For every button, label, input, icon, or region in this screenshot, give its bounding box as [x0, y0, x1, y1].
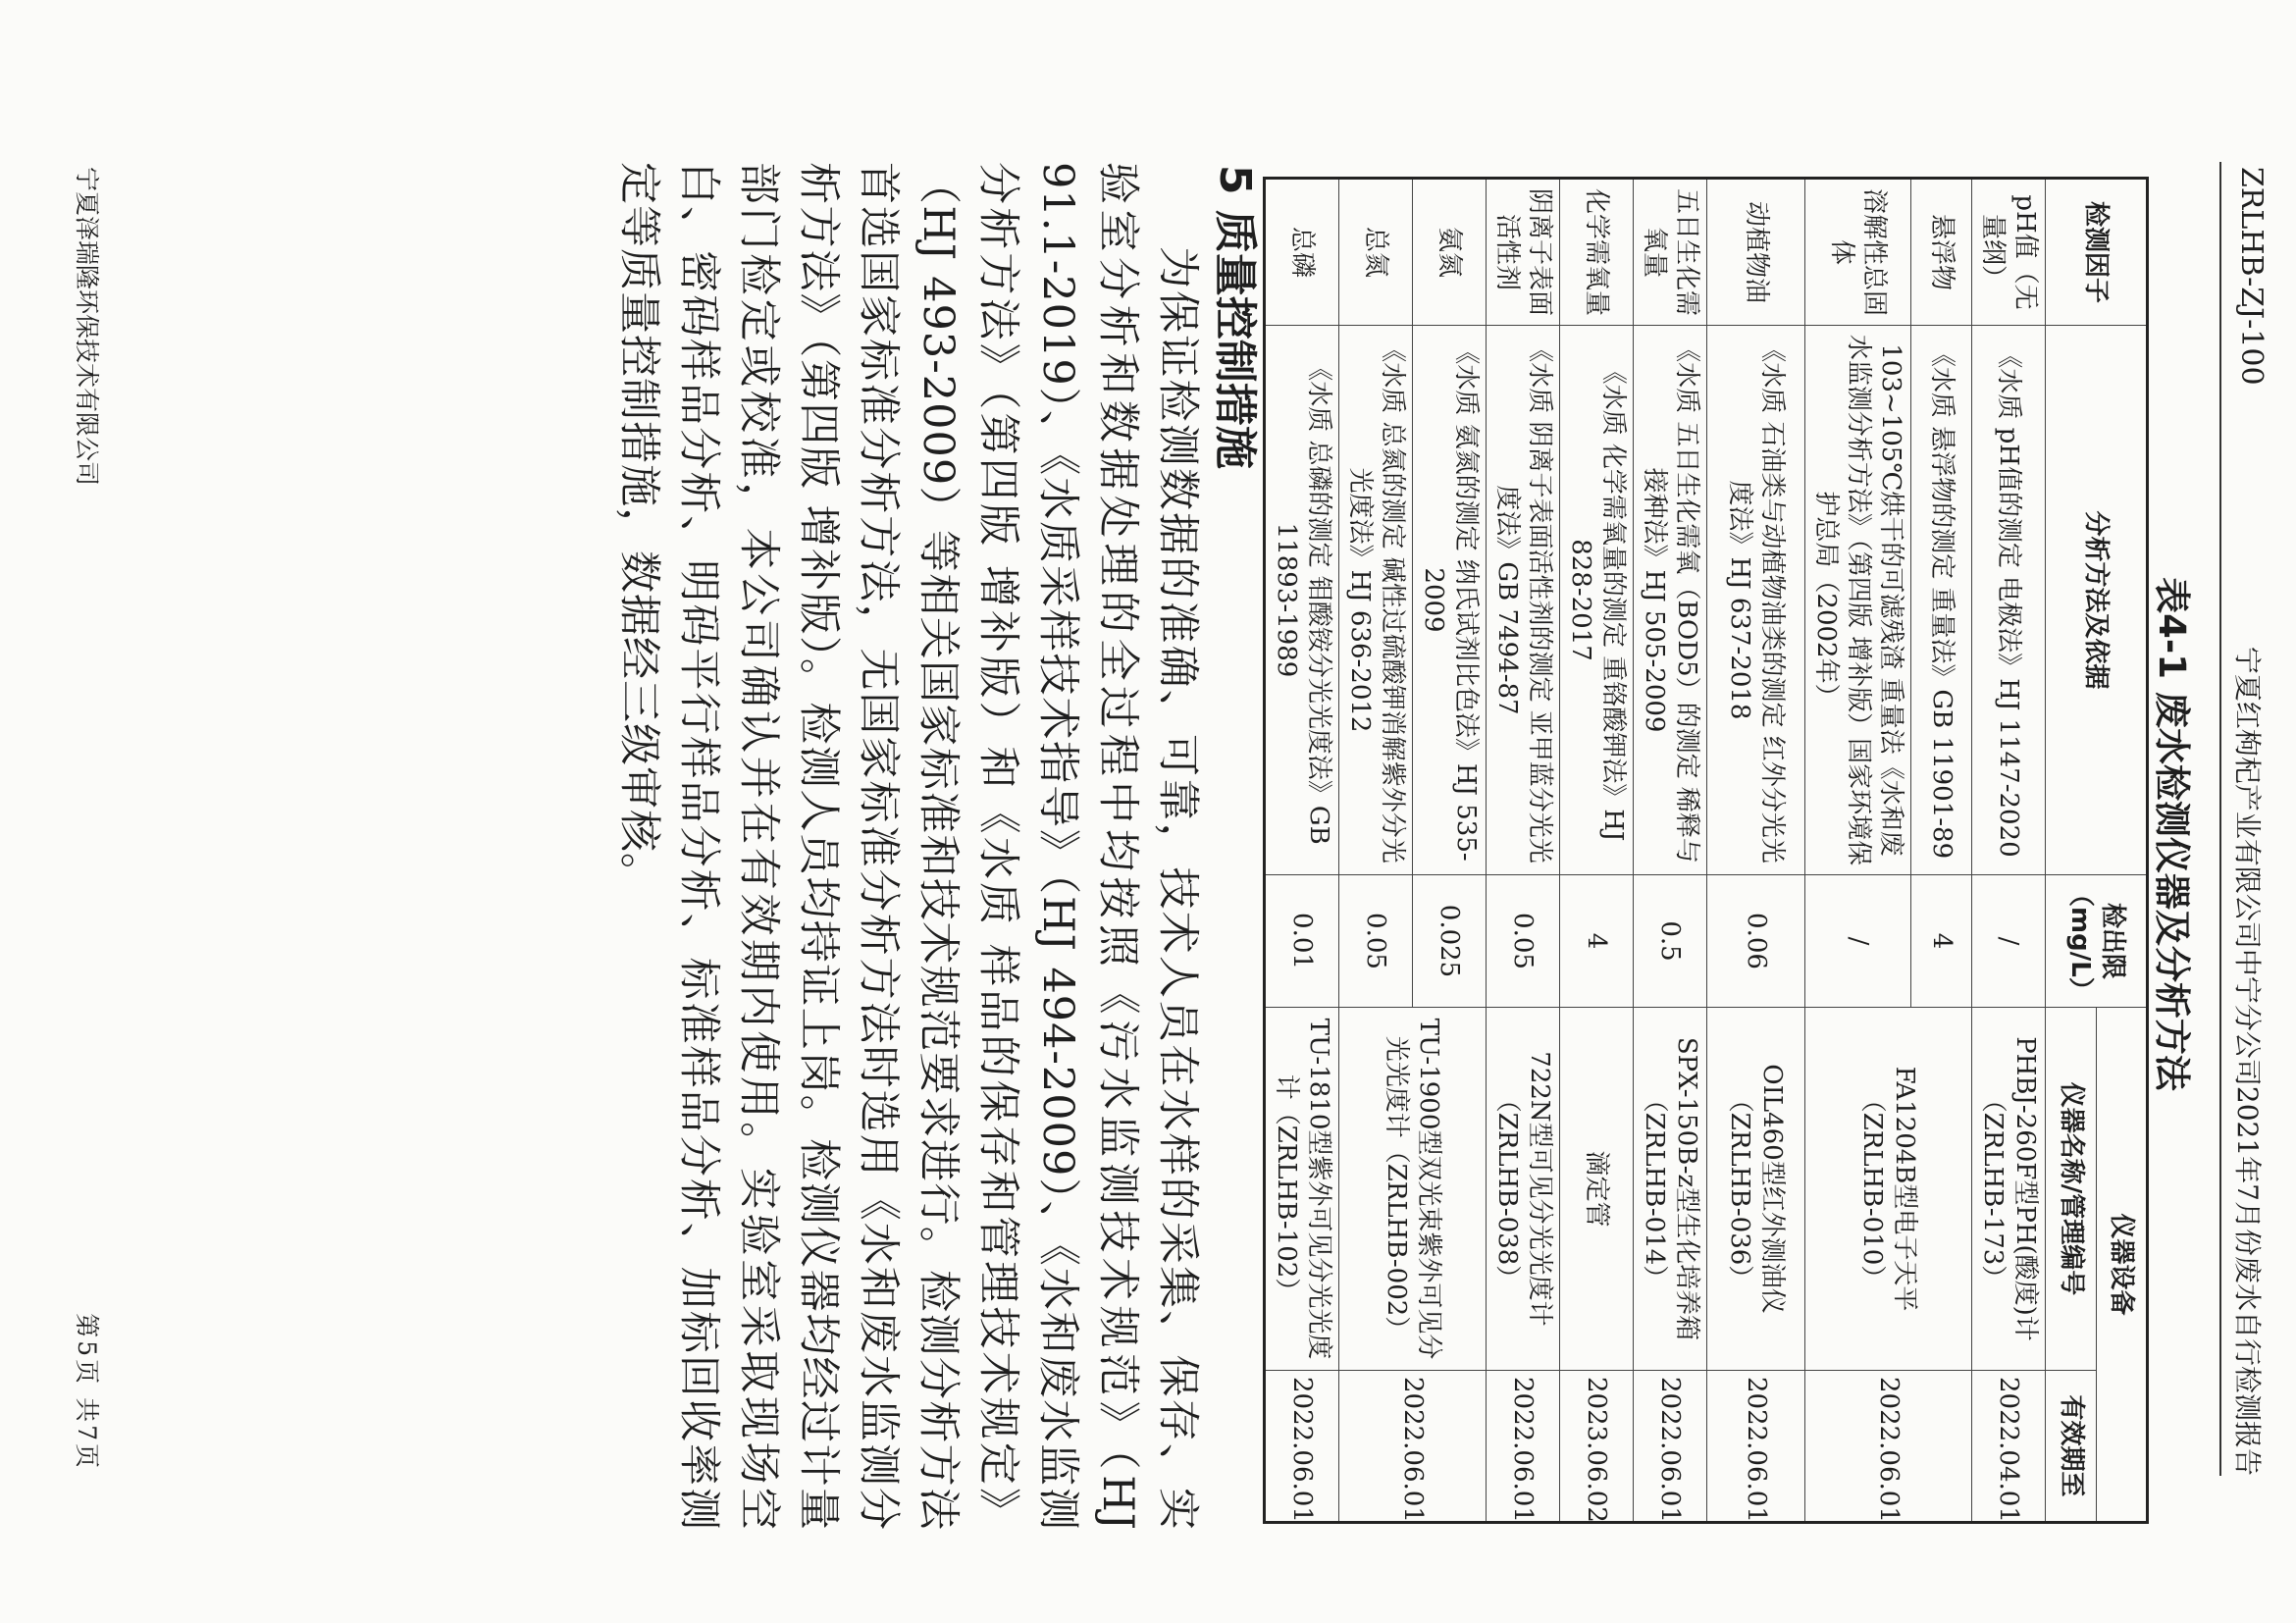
table-header-row	[2097, 179, 2148, 1523]
cell-limit: 0.05	[1339, 875, 1413, 1008]
cell-valid: 2022.06.01	[1265, 1371, 1339, 1523]
header-valid: 有效期至	[2046, 1371, 2097, 1523]
cell-factor: 溶解性总固体	[1805, 179, 1911, 326]
table-row	[1487, 179, 1560, 1523]
cell-instrument: 722N型可见分光光度计（ZRLHB-038）	[1487, 1008, 1560, 1371]
table-row	[1707, 179, 1805, 1523]
cell-factor: 悬浮物	[1911, 179, 1972, 326]
cell-valid: 2022.06.01	[1634, 1371, 1707, 1523]
header-instrument: 仪器名称/管理编号	[2046, 1008, 2097, 1371]
cell-method: 《水质 五日生化需氧（BOD5）的测定 稀释与接种法》HJ 505-2009	[1634, 326, 1707, 875]
cell-factor: pH值（无量纲）	[1972, 179, 2046, 326]
table-row	[1560, 179, 1634, 1523]
cell-factor: 总磷	[1265, 179, 1339, 326]
cell-method: 《水质 总磷的测定 钼酸铵分光光度法》GB 11893-1989	[1265, 326, 1339, 875]
cell-limit: /	[1805, 875, 1911, 1008]
cell-method: 103~105℃烘干的可滤残渣 重量法《水和废水监测分析方法》（第四版 增补版）国家环境保护总局（2002年）	[1805, 326, 1911, 875]
table-row	[1972, 179, 2046, 1523]
section-body	[608, 162, 1207, 1531]
section-title: 5 质量控制措施	[1210, 165, 1260, 469]
cell-limit: /	[1972, 875, 2046, 1008]
cell-limit: 0.06	[1707, 875, 1805, 1008]
cell-method: 《水质 悬浮物的测定 重量法》GB 11901-89	[1911, 326, 1972, 875]
page-number: 第5页 共7页	[73, 1313, 101, 1471]
cell-valid: 2022.06.01	[1487, 1371, 1560, 1523]
header-factor: 检测因子	[2046, 179, 2148, 326]
cell-valid: 2023.06.02	[1560, 1371, 1634, 1523]
cell-limit: 4	[1560, 875, 1634, 1008]
table-row	[1634, 179, 1707, 1523]
cell-valid: 2022.06.01	[1805, 1371, 1972, 1523]
cell-limit: 0.025	[1413, 875, 1487, 1008]
cell-instrument: FA1204B型电子天平（ZRLHB-010）	[1805, 1008, 1972, 1371]
cell-limit: 4	[1911, 875, 1972, 1008]
cell-factor: 五日生化需氧量	[1634, 179, 1707, 326]
cell-valid: 2022.06.01	[1707, 1371, 1805, 1523]
header-limit: 检出限（mg/L）	[2046, 875, 2148, 1008]
header-equipment: 仪器设备	[2097, 1008, 2148, 1523]
cell-method: 《水质 氨氮的测定 纳氏试剂比色法》HJ 535-2009	[1413, 326, 1487, 875]
cell-factor: 化学需氧量	[1560, 179, 1634, 326]
cell-instrument: TU-1810型紫外可见分光光度计（ZRLHB-102）	[1265, 1008, 1339, 1371]
cell-instrument: SPX-150B-z型生化培养箱（ZRLHB-014）	[1634, 1008, 1707, 1371]
table-title: 表4-1 废水检测仪器及分析方法	[2151, 577, 2193, 1091]
cell-factor: 氨氮	[1413, 179, 1487, 326]
cell-limit: 0.05	[1487, 875, 1560, 1008]
report-title: 宁夏红枸杞产业有限公司中宁分公司2021年7月份废水自行检测报告	[2231, 646, 2264, 1476]
cell-factor: 阴离子表面活性剂	[1487, 179, 1560, 326]
header-rule	[2219, 162, 2221, 1476]
quality-control-paragraph: 为保证检测数据的准确、可靠，技术人员在水样的采集、保存、实验室分析和数据处理的全过程中均按照《污水监测技术规范》（HJ 91.1-2019）、《水质采样技术指导》（HJ 494-2009）、《水和废水监测分析方法》（第四版 增补版）和《水质 样品的保存和管理技术规定》（HJ 493-2009）等相关国家标准和技术规范要求进行。检测分析方法首选国家标准分析方法，无国家标准分析方法时选用《水和废水监测分析方法》（第四版 增补版）。检测人员均持证上岗。检测仪器均经过计量部门检定或校准，本公司确认并在有效期内使用。实验室采取现场空白、密码样品分析、明码平行样品分析、标准样品分析、加标回收率测定等质量控制措施，数据经三级审核。	[614, 162, 1202, 1531]
cell-instrument: 滴定管	[1560, 1008, 1634, 1371]
document-code: ZRLHB-ZJ-100	[2234, 167, 2269, 386]
instrument-method-table	[1263, 177, 2149, 1524]
cell-method: 《水质 总氮的测定 碱性过硫酸钾消解紫外分光光度法》HJ 636-2012	[1339, 326, 1413, 875]
cell-limit: 0.01	[1265, 875, 1339, 1008]
cell-method: 《水质 阴离子表面活性剂的测定 亚甲蓝分光光度法》GB 7494-87	[1487, 326, 1560, 875]
table-row	[1413, 179, 1487, 1523]
cell-method: 《水质 石油类与动植物油类的测定 红外分光光度法》HJ 637-2018	[1707, 326, 1805, 875]
cell-factor: 总氮	[1339, 179, 1413, 326]
table-row	[1911, 179, 1972, 1523]
cell-limit: 0.5	[1634, 875, 1707, 1008]
cell-method: 《水质 化学需氧量的测定 重铬酸钾法》HJ 828-2017	[1560, 326, 1634, 875]
header-method: 分析方法及依据	[2046, 326, 2148, 875]
footer-company: 宁夏泽瑞隆环保技术有限公司	[73, 167, 101, 487]
cell-valid: 2022.06.01	[1339, 1371, 1487, 1523]
cell-instrument: OIL460型红外测油仪（ZRLHB-036）	[1707, 1008, 1805, 1371]
cell-method: 《水质 pH值的测定 电极法》HJ 1147-2020	[1972, 326, 2046, 875]
cell-factor: 动植物油	[1707, 179, 1805, 326]
cell-instrument: TU-1900型双光束紫外可见分光光度计（ZRLHB-002）	[1339, 1008, 1487, 1371]
table-row	[1265, 179, 1339, 1523]
cell-instrument: PHBJ-260F型PH(酸度)计（ZRLHB-173）	[1972, 1008, 2046, 1371]
cell-valid: 2022.04.01	[1972, 1371, 2046, 1523]
